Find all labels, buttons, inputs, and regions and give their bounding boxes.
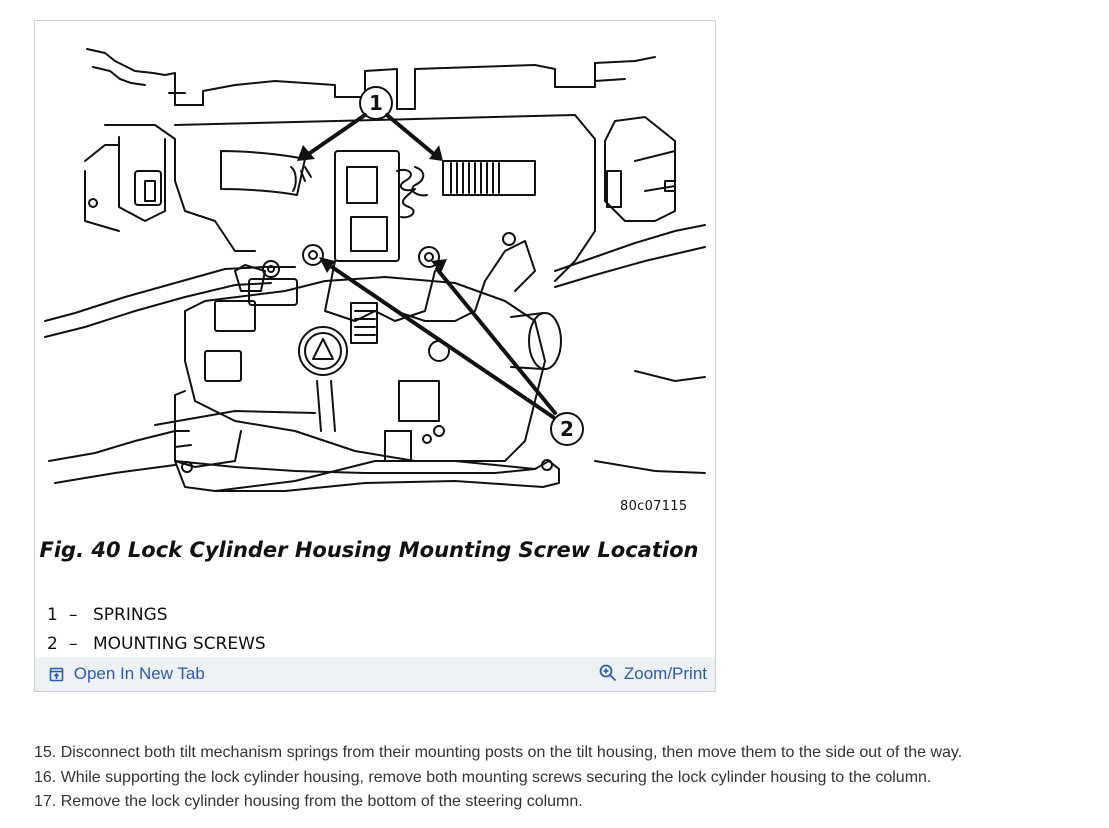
step-17: 17. Remove the lock cylinder housing from the bottom of the steering column. bbox=[34, 793, 583, 810]
procedure-steps bbox=[34, 741, 962, 815]
legend-item bbox=[47, 630, 266, 659]
callout-number-2: 2 bbox=[560, 417, 574, 441]
legend-dash: – bbox=[69, 605, 78, 625]
figure-caption: Fig. 40 Lock Cylinder Housing Mounting Screw Location bbox=[39, 538, 699, 562]
callout-number-1: 1 bbox=[369, 91, 383, 115]
legend-label: SPRINGS bbox=[93, 605, 168, 625]
open-in-new-tab-link[interactable] bbox=[49, 657, 205, 691]
open-in-new-tab-icon bbox=[49, 664, 74, 683]
figure-action-bar bbox=[35, 657, 715, 691]
step-16: 16. While supporting the lock cylinder housing, remove both mounting screws securing the lock cylinder housing to the column. bbox=[34, 768, 932, 786]
open-in-new-tab-label: Open In New Tab bbox=[73, 664, 205, 683]
legend-item bbox=[47, 601, 266, 630]
legend-label: MOUNTING SCREWS bbox=[93, 634, 266, 654]
zoom-in-icon bbox=[599, 664, 624, 683]
legend-number: 2 bbox=[47, 634, 58, 654]
image-code: 80c07115 bbox=[620, 499, 688, 514]
zoom-print-link[interactable] bbox=[599, 657, 707, 691]
figure-legend bbox=[47, 601, 266, 659]
legend-dash: – bbox=[69, 634, 78, 654]
figure-card bbox=[34, 20, 716, 692]
legend-number: 1 bbox=[47, 605, 58, 625]
step-15: 15. Disconnect both tilt mechanism springs from their mounting posts on the tilt housing, then move them to the side out of the way. bbox=[34, 744, 963, 761]
zoom-print-label: Zoom/Print bbox=[623, 664, 707, 683]
lock-cylinder-housing-diagram bbox=[35, 21, 715, 541]
